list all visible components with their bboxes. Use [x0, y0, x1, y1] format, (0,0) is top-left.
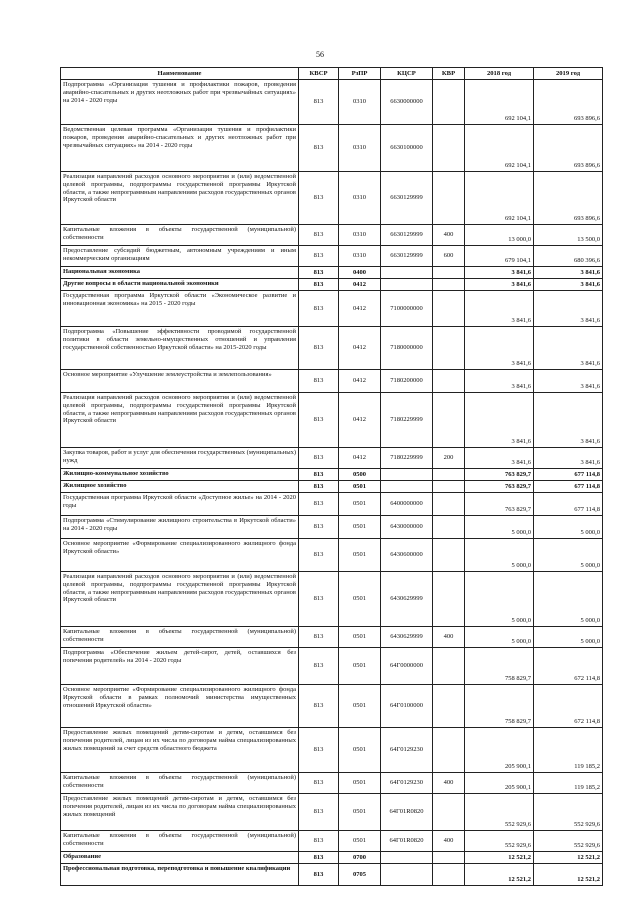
table-row	[61, 448, 603, 469]
cell-name: Капитальные вложения в объекты государственной (муниципальной) собственности	[61, 831, 299, 852]
cell-kvsr: 813	[299, 469, 339, 481]
table-header-row	[61, 68, 603, 80]
cell-kvr: 400	[433, 225, 465, 246]
cell-kcsr	[381, 852, 433, 864]
cell-name: Капитальные вложения в объекты государственной (муниципальной) собственности	[61, 627, 299, 648]
cell-2019: 680 396,6	[534, 246, 603, 267]
cell-rzpr: 0412	[339, 393, 381, 448]
cell-2018: 3 841,6	[465, 327, 534, 370]
cell-2019: 3 841,6	[534, 448, 603, 469]
cell-name: Государственная программа Иркутской области «Экономическое развитие и инновационная экономика» на 2015 - 2020 годы	[61, 291, 299, 327]
cell-kcsr	[381, 279, 433, 291]
cell-2018: 679 104,1	[465, 246, 534, 267]
cell-2018: 205 900,1	[465, 728, 534, 773]
cell-kvr	[433, 648, 465, 685]
cell-2018: 5 000,0	[465, 627, 534, 648]
cell-name: Подпрограмма «Обеспечение жильем детей-сирот, детей, оставшихся без попечения родителей» на 2014 - 2020 годы	[61, 648, 299, 685]
cell-kvsr: 813	[299, 327, 339, 370]
cell-name: Государственная программа Иркутской области «Доступное жилье» на 2014 - 2020 годы	[61, 493, 299, 516]
header-2019: 2019 год	[534, 68, 603, 80]
cell-2018: 5 000,0	[465, 539, 534, 572]
cell-kvsr: 813	[299, 481, 339, 493]
cell-kcsr: 6630129999	[381, 172, 433, 225]
cell-kvsr: 813	[299, 539, 339, 572]
cell-kvr	[433, 279, 465, 291]
cell-name: Подпрограмма «Повышение эффективности проводимой государственной политики в области земельно-имущественных отношений и управления государственной собственностью Иркутской области» на 2015-2020 годы	[61, 327, 299, 370]
cell-kvr	[433, 794, 465, 831]
cell-2019: 119 185,2	[534, 728, 603, 773]
cell-kvr: 400	[433, 831, 465, 852]
cell-name: Реализация направлений расходов основного мероприятия и (или) ведомственной целевой программы, подпрограммы государственной программы Иркутской области, а также непрограммным направлениям расходов государственных органов Иркутской области	[61, 172, 299, 225]
cell-rzpr: 0501	[339, 481, 381, 493]
cell-kvsr: 813	[299, 773, 339, 794]
table-row	[61, 773, 603, 794]
cell-rzpr: 0501	[339, 648, 381, 685]
cell-name: Профессиональная подготовка, переподготовка и повышение квалификации	[61, 864, 299, 886]
cell-name: Жилищное хозяйство	[61, 481, 299, 493]
cell-kvr	[433, 125, 465, 172]
cell-rzpr: 0310	[339, 172, 381, 225]
page-number: 56	[316, 50, 324, 59]
table-row	[61, 327, 603, 370]
cell-2019: 12 521,2	[534, 864, 603, 886]
cell-rzpr: 0501	[339, 794, 381, 831]
cell-kvsr: 813	[299, 246, 339, 267]
cell-kvr	[433, 493, 465, 516]
cell-kvsr: 813	[299, 225, 339, 246]
cell-kcsr	[381, 481, 433, 493]
cell-rzpr: 0412	[339, 291, 381, 327]
table-row	[61, 728, 603, 773]
cell-rzpr: 0501	[339, 831, 381, 852]
cell-kcsr: 64Г01R0820	[381, 794, 433, 831]
cell-2019: 677 114,8	[534, 493, 603, 516]
table-row	[61, 172, 603, 225]
cell-2018: 552 929,6	[465, 831, 534, 852]
cell-2019: 13 500,0	[534, 225, 603, 246]
cell-kvsr: 813	[299, 728, 339, 773]
cell-kcsr: 7180200000	[381, 370, 433, 393]
cell-2019: 3 841,6	[534, 370, 603, 393]
cell-kcsr: 64Г0129230	[381, 728, 433, 773]
cell-kvsr: 813	[299, 627, 339, 648]
cell-kvsr: 813	[299, 291, 339, 327]
cell-2019: 3 841,6	[534, 267, 603, 279]
cell-rzpr: 0412	[339, 448, 381, 469]
cell-rzpr: 0310	[339, 80, 381, 125]
cell-rzpr: 0310	[339, 246, 381, 267]
cell-2018: 552 929,6	[465, 794, 534, 831]
cell-2018: 3 841,6	[465, 370, 534, 393]
budget-table	[60, 67, 603, 886]
cell-rzpr: 0412	[339, 327, 381, 370]
cell-kvr	[433, 728, 465, 773]
table-row	[61, 125, 603, 172]
cell-rzpr: 0501	[339, 539, 381, 572]
cell-kvr	[433, 291, 465, 327]
cell-name: Предоставление жилых помещений детям-сиротам и детям, оставшимся без попечения родителей, лицам из их числа по договорам найма специализированных жилых помещений	[61, 794, 299, 831]
cell-2018: 3 841,6	[465, 279, 534, 291]
cell-kvsr: 813	[299, 648, 339, 685]
cell-rzpr: 0412	[339, 370, 381, 393]
cell-kcsr: 64Г01R0820	[381, 831, 433, 852]
cell-name: Основное мероприятие «Улучшение землеустройства и землепользования»	[61, 370, 299, 393]
cell-2019: 693 896,6	[534, 172, 603, 225]
cell-2019: 672 114,8	[534, 685, 603, 728]
table-body	[61, 80, 603, 886]
table-row	[61, 864, 603, 886]
cell-kvsr: 813	[299, 448, 339, 469]
cell-kcsr: 7180000000	[381, 327, 433, 370]
cell-2019: 672 114,8	[534, 648, 603, 685]
cell-kvr	[433, 572, 465, 627]
cell-kvsr: 813	[299, 370, 339, 393]
table-row	[61, 685, 603, 728]
cell-name: Реализация направлений расходов основного мероприятия и (или) ведомственной целевой программы, подпрограммы государственной программы Иркутской области, а также непрограммным направлениям расходов государственных органов Иркутской области	[61, 393, 299, 448]
cell-kvsr: 813	[299, 685, 339, 728]
cell-kcsr: 6430629999	[381, 627, 433, 648]
cell-rzpr: 0310	[339, 225, 381, 246]
table-row	[61, 794, 603, 831]
cell-2018: 5 000,0	[465, 516, 534, 539]
table-row	[61, 246, 603, 267]
cell-kvr	[433, 864, 465, 886]
table-row	[61, 225, 603, 246]
cell-2018: 3 841,6	[465, 393, 534, 448]
cell-rzpr: 0501	[339, 493, 381, 516]
cell-rzpr: 0500	[339, 469, 381, 481]
cell-rzpr: 0501	[339, 773, 381, 794]
cell-2018: 3 841,6	[465, 448, 534, 469]
cell-2019: 12 521,2	[534, 852, 603, 864]
table-row	[61, 469, 603, 481]
cell-name: Капитальные вложения в объекты государственной (муниципальной) собственности	[61, 773, 299, 794]
cell-name: Закупка товаров, работ и услуг для обеспечения государственных (муниципальных) нужд	[61, 448, 299, 469]
cell-2018: 12 521,2	[465, 864, 534, 886]
cell-kvr	[433, 685, 465, 728]
table-row	[61, 291, 603, 327]
cell-2019: 552 929,6	[534, 794, 603, 831]
cell-name: Предоставление субсидий бюджетным, автономным учреждениям и иным некоммерческим организациям	[61, 246, 299, 267]
cell-2018: 692 104,1	[465, 80, 534, 125]
cell-kcsr: 7180229999	[381, 448, 433, 469]
cell-kvr	[433, 327, 465, 370]
cell-2018: 692 104,1	[465, 125, 534, 172]
cell-kvr	[433, 469, 465, 481]
cell-2019: 552 929,6	[534, 831, 603, 852]
cell-kvsr: 813	[299, 831, 339, 852]
cell-kcsr: 6630000000	[381, 80, 433, 125]
cell-rzpr: 0412	[339, 279, 381, 291]
cell-name: Основное мероприятие «Формирование специализированного жилищного фонда Иркутской области в рамках полномочий министерства имущественных отношений Иркутской области»	[61, 685, 299, 728]
header-kcsr: КЦСР	[381, 68, 433, 80]
cell-name: Подпрограмма «Стимулирование жилищного строительства в Иркутской области» на 2014 - 2020 годы	[61, 516, 299, 539]
header-rzpr: РзПР	[339, 68, 381, 80]
cell-2019: 5 000,0	[534, 572, 603, 627]
cell-kvr	[433, 80, 465, 125]
header-kvr: КВР	[433, 68, 465, 80]
cell-2019: 3 841,6	[534, 279, 603, 291]
cell-2019: 5 000,0	[534, 627, 603, 648]
cell-2018: 692 104,1	[465, 172, 534, 225]
cell-kcsr: 7100000000	[381, 291, 433, 327]
table-row	[61, 393, 603, 448]
cell-kvsr: 813	[299, 794, 339, 831]
cell-kcsr: 64Г0100000	[381, 685, 433, 728]
cell-2019: 677 114,8	[534, 481, 603, 493]
cell-kvsr: 813	[299, 279, 339, 291]
table-row	[61, 852, 603, 864]
table-row	[61, 493, 603, 516]
cell-2019: 3 841,6	[534, 291, 603, 327]
cell-kvsr: 813	[299, 572, 339, 627]
header-kvsr: КВСР	[299, 68, 339, 80]
cell-kvsr: 813	[299, 852, 339, 864]
cell-kcsr	[381, 469, 433, 481]
cell-kvr	[433, 393, 465, 448]
cell-rzpr: 0700	[339, 852, 381, 864]
cell-2018: 763 829,7	[465, 493, 534, 516]
cell-kvsr: 813	[299, 493, 339, 516]
cell-kcsr: 6630129999	[381, 225, 433, 246]
cell-name: Образование	[61, 852, 299, 864]
cell-name: Капитальные вложения в объекты государственной (муниципальной) собственности	[61, 225, 299, 246]
cell-rzpr: 0400	[339, 267, 381, 279]
table-row	[61, 80, 603, 125]
cell-rzpr: 0501	[339, 627, 381, 648]
cell-2018: 5 000,0	[465, 572, 534, 627]
cell-kvsr: 813	[299, 125, 339, 172]
cell-name: Ведомственная целевая программа «Организация тушения и профилактики пожаров, проведения аварийно-спасательных и других неотложных работ при чрезвычайных ситуациях» на 2014 - 2020 годы	[61, 125, 299, 172]
cell-kvsr: 813	[299, 516, 339, 539]
cell-kcsr	[381, 267, 433, 279]
cell-2018: 13 000,0	[465, 225, 534, 246]
cell-name: Подпрограмма «Организация тушения и профилактики пожаров, проведения аварийно-спасательных и других неотложных работ при чрезвычайных ситуациях» на 2014 - 2020 годы	[61, 80, 299, 125]
table-row	[61, 481, 603, 493]
table-row	[61, 627, 603, 648]
cell-2019: 693 896,6	[534, 80, 603, 125]
cell-rzpr: 0501	[339, 572, 381, 627]
cell-2019: 3 841,6	[534, 327, 603, 370]
header-2018: 2018 год	[465, 68, 534, 80]
cell-name: Реализация направлений расходов основного мероприятия и (или) ведомственной целевой программы, подпрограммы государственной программы Иркутской области, а также непрограммным направлениям расходов государственных органов Иркутской области	[61, 572, 299, 627]
cell-name: Национальная экономика	[61, 267, 299, 279]
table-row	[61, 539, 603, 572]
cell-2018: 763 829,7	[465, 481, 534, 493]
cell-2018: 758 829,7	[465, 685, 534, 728]
cell-name: Жилищно-коммунальное хозяйство	[61, 469, 299, 481]
cell-kvsr: 813	[299, 172, 339, 225]
cell-2018: 12 521,2	[465, 852, 534, 864]
cell-kcsr: 64Г0000000	[381, 648, 433, 685]
table-row	[61, 831, 603, 852]
table-row	[61, 516, 603, 539]
cell-rzpr: 0501	[339, 516, 381, 539]
table-row	[61, 267, 603, 279]
cell-kvr	[433, 267, 465, 279]
table-row	[61, 279, 603, 291]
cell-kvr	[433, 852, 465, 864]
cell-rzpr: 0501	[339, 728, 381, 773]
cell-kvr	[433, 481, 465, 493]
cell-2018: 3 841,6	[465, 291, 534, 327]
table-row	[61, 648, 603, 685]
cell-kvr	[433, 516, 465, 539]
cell-2019: 5 000,0	[534, 539, 603, 572]
cell-kcsr: 6430000000	[381, 516, 433, 539]
cell-kvsr: 813	[299, 80, 339, 125]
cell-kvsr: 813	[299, 864, 339, 886]
cell-kcsr: 6630100000	[381, 125, 433, 172]
cell-rzpr: 0501	[339, 685, 381, 728]
cell-kvr: 600	[433, 246, 465, 267]
table-row	[61, 370, 603, 393]
cell-kvr: 400	[433, 627, 465, 648]
cell-2018: 205 900,1	[465, 773, 534, 794]
cell-name: Предоставление жилых помещений детям-сиротам и детям, оставшимся без попечения родителей, лицам из их числа по договорам найма специализированных жилых помещений за счет средств областного бюджета	[61, 728, 299, 773]
cell-2019: 693 896,6	[534, 125, 603, 172]
cell-2019: 677 114,8	[534, 469, 603, 481]
cell-2019: 5 000,0	[534, 516, 603, 539]
cell-rzpr: 0310	[339, 125, 381, 172]
cell-2018: 758 829,7	[465, 648, 534, 685]
cell-kcsr: 6630129999	[381, 246, 433, 267]
cell-kcsr: 6430600000	[381, 539, 433, 572]
cell-kcsr: 6400000000	[381, 493, 433, 516]
cell-name: Основное мероприятие «Формирование специализированного жилищного фонда Иркутской области»	[61, 539, 299, 572]
cell-kvr	[433, 370, 465, 393]
header-name: Наименование	[61, 68, 299, 80]
cell-kvsr: 813	[299, 393, 339, 448]
cell-kvr: 200	[433, 448, 465, 469]
cell-rzpr: 0705	[339, 864, 381, 886]
cell-kcsr: 6430629999	[381, 572, 433, 627]
cell-2018: 763 829,7	[465, 469, 534, 481]
cell-2018: 3 841,6	[465, 267, 534, 279]
cell-2019: 119 185,2	[534, 773, 603, 794]
cell-kvr: 400	[433, 773, 465, 794]
cell-kcsr: 64Г0129230	[381, 773, 433, 794]
cell-kcsr: 7180229999	[381, 393, 433, 448]
cell-kvr	[433, 172, 465, 225]
cell-kvsr: 813	[299, 267, 339, 279]
cell-2019: 3 841,6	[534, 393, 603, 448]
table-row	[61, 572, 603, 627]
cell-name: Другие вопросы в области национальной экономики	[61, 279, 299, 291]
cell-kcsr	[381, 864, 433, 886]
cell-kvr	[433, 539, 465, 572]
